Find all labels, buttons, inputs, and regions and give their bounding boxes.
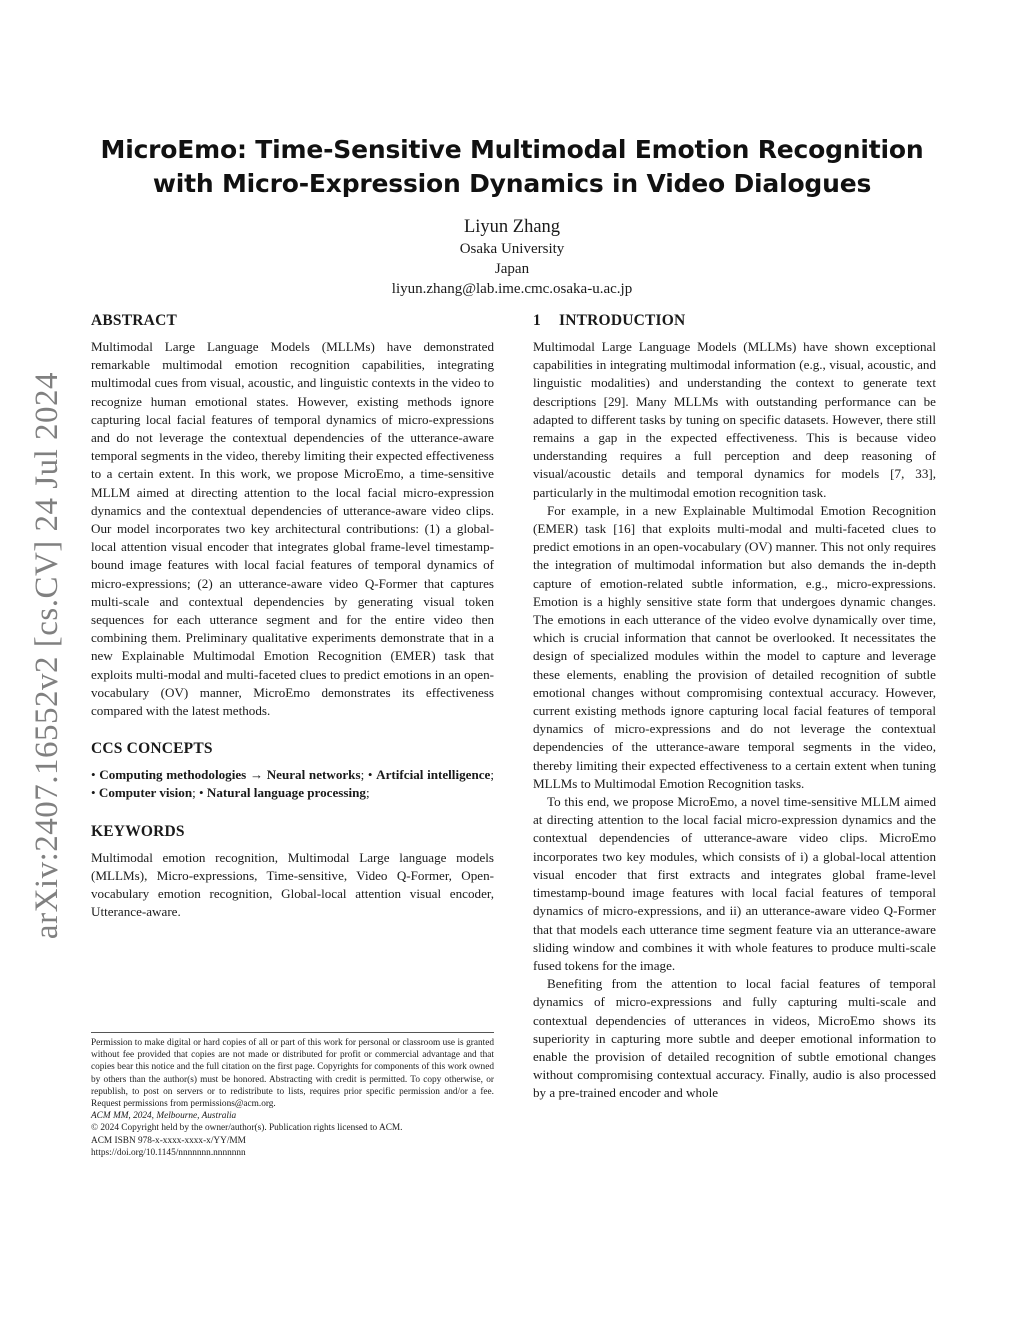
ccs-bullet: •: [91, 785, 99, 801]
intro-paragraph: Benefiting from the attention to local facial features of temporal dynamics of micro-expressions and fully capturing multi-scale and contextual dependencies of utterances in videos, MicroEmo shows its superiority in capturing more subtle and deeper emotional information to enable the provision of detailed recognition of subtle emotional changes without compromising contextual accuracy. Finally, audio is also processed by a pre-trained encoder and whole: [533, 976, 936, 1101]
keywords-text: Multimodal emotion recognition, Multimodal Large language models (MLLMs), Micro-expressions, Time-sensitive, Video Q-Former, Open-vocabulary emotion recognition, Global-local attention visual encoder, Utterance-aware.: [91, 849, 494, 920]
right-column: [533, 310, 936, 1103]
doi-line: https://doi.org/10.1145/nnnnnnn.nnnnnnn: [91, 1147, 246, 1158]
ccs-separator: ;: [490, 767, 494, 783]
author-name: Liyun Zhang: [463, 217, 561, 237]
arxiv-identifier-text: arXiv:2407.16552v2 [cs.CV] 24 Jul 2024: [29, 371, 66, 939]
permission-notice: Permission to make digital or hard copies of all or part of this work for personal or classroom use is granted without fee provided that copies are not made or distributed for profit or commercial advantage and that copies bear this notice and the full citation on the first page. Copyrights for components of this work owned by others than the author(s) must be honored. Abstracting with credit is permitted. To copy otherwise, or republish, to post on servers or to redistribute to lists, requires prior specific permission and/or a fee. Request permissions from permissions@acm.org.: [91, 1038, 494, 1110]
ccs-concept-item: Natural language processing: [206, 785, 366, 801]
ccs-separator: ;: [192, 785, 200, 801]
ccs-separator: ;: [365, 785, 370, 801]
keywords-heading: KEYWORDS: [91, 822, 185, 840]
abstract-text: Multimodal Large Language Models (MLLMs) have demonstrated remarkable multimodal emotion recognition capabilities, integrating multimodal cues from visual, acoustic, and linguistic contexts in the video to recognize human emotional states. However, existing methods ignore capturing local facial features of temporal dynamics of micro-expressions and do not leverage the contextual dependencies of the utterance-aware temporal segments in the video, thereby limiting their expected effectiveness to a certain extent. In this work, we propose MicroEmo, a time-sensitive MLLM aimed at directing attention to the local facial micro-expression dynamics and the contextual dependencies of utterance-aware video clips. Our model incorporates two key architectural contributions: (1) a global-local attention visual encoder that integrates global frame-level timestamp-bound image features with local facial features of temporal dynamics of micro-expressions; (2) an utterance-aware video Q-Former that captures multi-scale and contextual dependencies by generating visual token sequences for each utterance segment and for the entire video then combining them. Preliminary qualitative experiments demonstrate that in a new Explainable Multimodal Emotion Recognition (EMER) task that exploits multi-modal and multi-faceted clues to predict emotions in an open-vocabulary (OV) manner, MicroEmo demonstrates its effectiveness compared with the latest methods.: [91, 339, 494, 719]
introduction-heading: [533, 310, 936, 332]
ccs-bullet: •: [367, 767, 377, 783]
left-column: [91, 310, 494, 921]
author-country: Japan: [494, 261, 530, 277]
intro-paragraph: For example, in a new Explainable Multimodal Emotion Recognition (EMER) task [16] that exploits multi-modal and multi-faceted clues to predict emotions in an open-vocabulary (OV) manner. This not only requires the integration of multimodal information but also demands the in-depth capture of emotion-related subtle information, e.g., micro-expressions. Emotion is a highly sensitive state form that undergoes dynamic changes. The emotions in each utterance of the video evolve dynamically over time, which is crucial information that cannot be overlooked. It necessitates the design of specialized modules within the model to capture and leverage these elements, enabling the provision of detailed recognition of subtle emotional changes without compromising contextual accuracy. However, current existing methods ignore capturing local facial features of temporal dynamics of micro-expressions and do not leverage the contextual dependencies of the utterance-aware temporal segments in the video, thereby limiting their expected effectiveness to a certain extent when tuning MLLMs to Multimodal Emotion Recognition tasks.: [533, 502, 936, 791]
section-title: INTRODUCTION: [559, 312, 686, 329]
ccs-concept-item: Artifcial intelligence: [376, 767, 491, 783]
permission-footnote: [91, 1032, 494, 1159]
intro-paragraph: To this end, we propose MicroEmo, a novel time-sensitive MLLM aimed at directing attention to the local facial micro-expression dynamics and the contextual dependencies of utterance-aware video clips. MicroEmo incorporates two key modules, which consists of i) a global-local attention visual encoder that first extracts and integrates global frame-level timestamp-bound image features with local facial features of temporal dynamics of micro-expressions, and ii) an utterance-aware video Q-Former that that models each utterance time segment feature via an utterance-aware sliding window and combines it with whole features to produce multi-scale fused tokens for the image.: [533, 794, 936, 973]
isbn-line: ACM ISBN 978-x-xxxx-xxxx-x/YY/MM: [91, 1135, 246, 1146]
ccs-concept-item: Computing methodologies → Neural networks: [99, 767, 361, 783]
author-email: liyun.zhang@lab.ime.cmc.osaka-u.ac.jp: [391, 281, 633, 297]
abstract-heading: ABSTRACT: [91, 312, 178, 329]
copyright-line: © 2024 Copyright held by the owner/author(s). Publication rights licensed to ACM.: [91, 1123, 403, 1134]
arxiv-identifier-stamp: [18, 360, 78, 950]
author-block: [262, 215, 762, 299]
venue-line: ACM MM, 2024, Melbourne, Australia: [91, 1111, 237, 1122]
intro-paragraph: Multimodal Large Language Models (MLLMs) have shown exceptional capabilities in integrating multimodal information (e.g., visual, acoustic, and linguistic modalities) and understanding the context to generate text descriptions [29]. Many MLLMs with outstanding performance can be adapted to different tasks by tuning on specific datasets. However, there still remains a gap in the expected effectiveness. This is because video understanding requires a full perception and deep reasoning of visual/acoustic details and temporal dynamics for models [7, 33], particularly in the multimodal emotion recognition task.: [533, 339, 936, 500]
section-number: 1: [533, 312, 541, 329]
ccs-concept-item: Computer vision: [98, 785, 193, 801]
paper-title: MicroEmo: Time-Sensitive Multimodal Emotion Recognition with Micro-Expression Dynamics in Video Dialogues: [100, 135, 924, 198]
ccs-bullet: •: [199, 785, 207, 801]
ccs-heading: CCS CONCEPTS: [91, 740, 213, 758]
ccs-concepts-list: [91, 766, 494, 802]
ccs-separator: ;: [360, 767, 368, 783]
ccs-bullet: •: [91, 767, 100, 783]
author-affiliation: Osaka University: [459, 241, 565, 257]
